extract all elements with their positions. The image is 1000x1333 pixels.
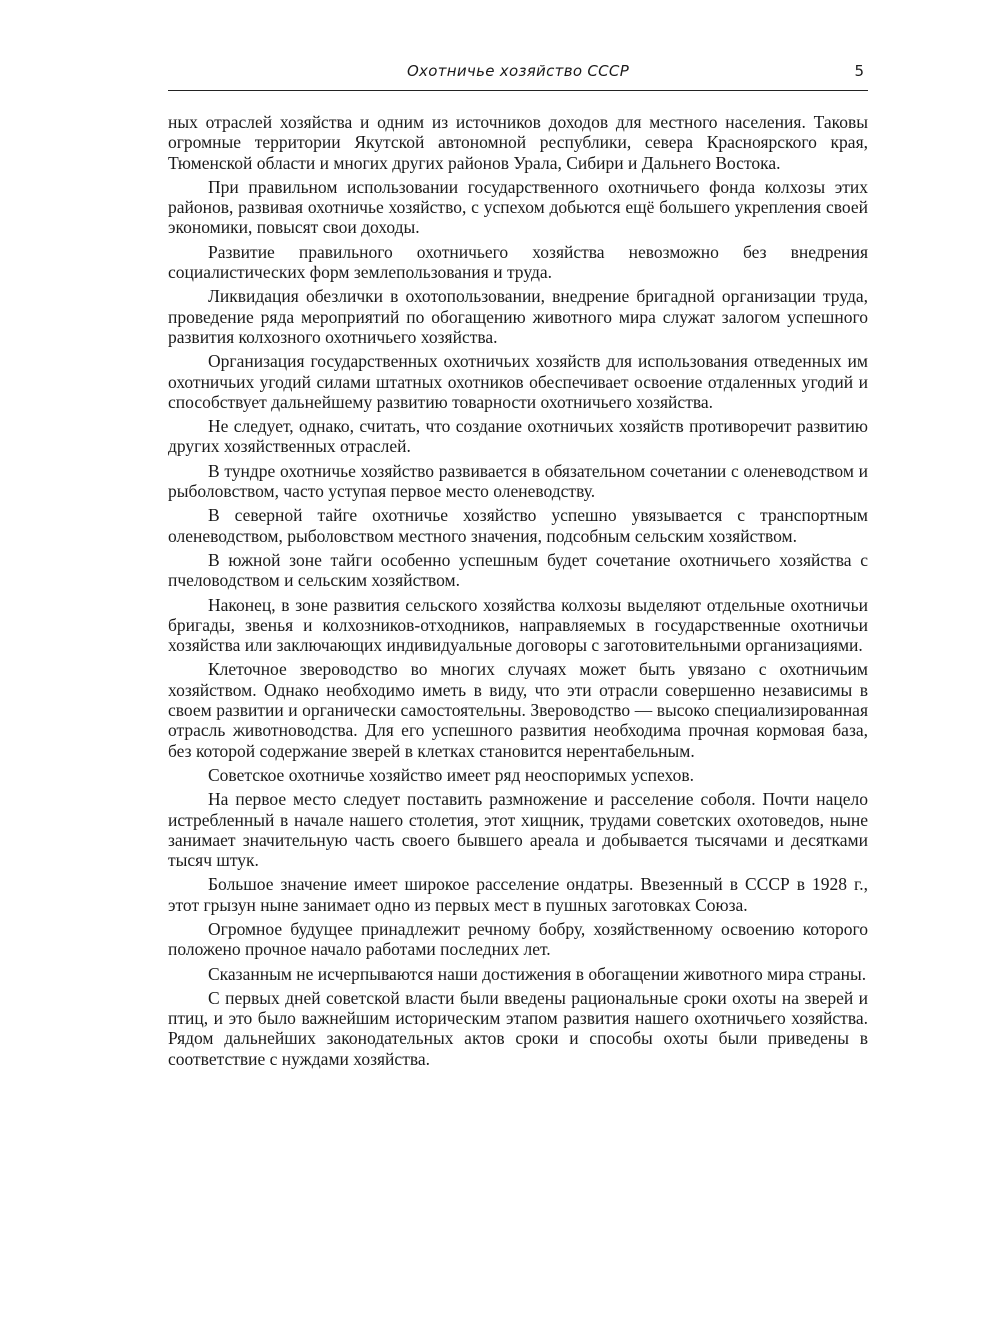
paragraph: Советское охотничье хозяйство имеет ряд неоспоримых успехов. bbox=[208, 764, 695, 785]
header-rule bbox=[168, 90, 868, 91]
paragraph: Сказанным не исчерпываются наши достижения в обогащении животного мира страны. bbox=[208, 963, 867, 984]
paragraph: Ликвидация обезлички в охотопользовании, внедрение бригадной организации труда, проведение ряда мероприятий по обогащению животного мира служат залогом успешного развития колхозного охотничьего хозяйства. bbox=[168, 286, 868, 347]
paragraph: Наконец, в зоне развития сельского хозяйства колхозы выделяют отдельные охотничьи бригады, звенья и колхозников-отходников, направляемых в государственные охотничьи хозяйства или заключающих индивидуальные договоры с заготовительными организациями. bbox=[168, 594, 868, 656]
paragraph: На первое место следует поставить размножение и расселение соболя. Почти нацело истребленный в начале нашего столетия, этот хищник, трудами советских охотоведов, ныне занимает значительную часть своего бывшего ареала и добывается тысячами и десятками тысяч штук. bbox=[168, 789, 868, 871]
paragraph: Не следует, однако, считать, что создание охотничьих хозяйств противоречит развитию других хозяйственных отраслей. bbox=[168, 416, 868, 457]
paragraph: В северной тайге охотничье хозяйство успешно увязывается с транспортным оленеводством, рыболовством местного значения, подсобным сельским хозяйством. bbox=[168, 505, 868, 546]
paragraph: В тундре охотничье хозяйство развивается в обязательном сочетании с оленеводством и рыболовством, часто уступая первое место оленеводству. bbox=[168, 460, 868, 502]
paragraph: В южной зоне тайги особенно успешным будет сочетание охотничьего хозяйства с пчеловодством и сельским хозяйством. bbox=[168, 549, 868, 591]
paragraph: ных отраслей хозяйства и одним из источников доходов для местного населения. Таковы огромные территории Якутской автономной республики, севера Красноярского края, Тюменской области и многих других районов Урала, Сибири и Дальнего Востока. bbox=[168, 112, 868, 173]
paragraph: Развитие правильного охотничьего хозяйства невозможно без внедрения социалистических форм землепользования и труда. bbox=[168, 241, 868, 283]
paragraph: Большое значение имеет широкое расселение ондатры. Ввезенный в СССР в 1928 г., этот грызун ныне занимает одно из первых мест в пушных заготовках Союза. bbox=[168, 874, 868, 915]
page-header bbox=[168, 62, 868, 86]
paragraph: Клеточное звероводство во многих случаях может быть увязано с охотничьим хозяйством. Однако необходимо иметь в виду, что эти отрасли совершенно независимы в своем развитии и органически самостоятельны. Звероводство — высоко специализированная отрасль животноводства. Для его успешного развития необходима прочная кормовая база, без которой содержание зверей в клетках становится нерентабельным. bbox=[168, 659, 868, 761]
paragraph: С первых дней советской власти были введены рациональные сроки охоты на зверей и птиц, и это было важнейшим историческим этапом развития нашего охотничьего хозяйства. Рядом дальнейших законодательных актов сроки и способы охоты были приведены в соответствие с нуждами хозяйства. bbox=[168, 987, 868, 1069]
paragraph: Организация государственных охотничьих хозяйств для использования отведенных им охотничьих угодий силами штатных охотников обеспечивает освоение отдаленных угодий и способствует дальнейшему развитию товарности охотничьего хозяйства. bbox=[168, 351, 868, 412]
running-title: Охотничье хозяйство СССР bbox=[406, 62, 630, 80]
body-text bbox=[168, 112, 868, 1073]
paragraph: Огромное будущее принадлежит речному бобру, хозяйственному освоению которого положено прочное начало работами последних лет. bbox=[168, 918, 868, 960]
paragraph: При правильном использовании государственного охотничьего фонда колхозы этих районов, развивая охотничье хозяйство, с успехом добьются ещё большего укрепления своей экономики, повысят свои доходы. bbox=[168, 176, 868, 238]
page-number: 5 bbox=[854, 62, 864, 80]
